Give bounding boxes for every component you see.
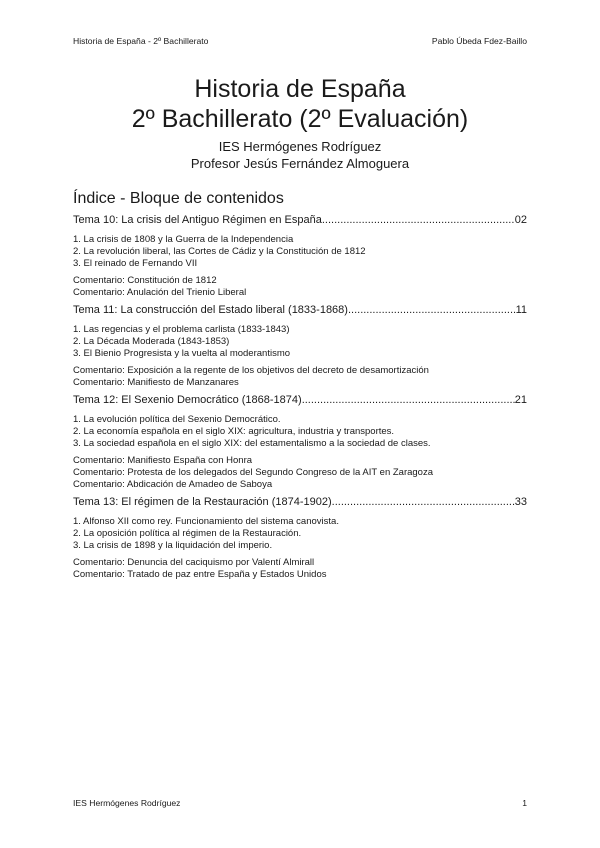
footer-page-number: 1 — [522, 798, 527, 808]
topic-comment: Comentario: Exposición a la regente de los objetivos del decreto de desamortización — [73, 365, 429, 376]
topic-items — [73, 414, 527, 450]
topic-comments — [73, 557, 527, 581]
dot-leader — [332, 495, 515, 509]
topic-title: Tema 10: La crisis del Antiguo Régimen en España — [73, 214, 322, 226]
topic-item: 1. La evolución política del Sexenio Democrático. — [73, 414, 281, 425]
topic-comment: Comentario: Manifiesto de Manzanares — [73, 377, 239, 388]
topic-items — [73, 234, 527, 270]
topic-item: 2. La revolución liberal, las Cortes de Cádiz y la Constitución de 1812 — [73, 246, 366, 257]
topic-item: 1. Las regencias y el problema carlista (1833-1843) — [73, 324, 290, 335]
page-header — [73, 36, 527, 50]
topic-item: 2. La oposición política al régimen de la Restauración. — [73, 528, 302, 539]
topic-comment: Comentario: Tratado de paz entre España y Estados Unidos — [73, 569, 327, 580]
topic-item: 3. El reinado de Fernando VII — [73, 258, 198, 269]
topic-title: Tema 11: La construcción del Estado liberal (1833-1868) — [73, 304, 348, 316]
topic-page-number: 02 — [514, 214, 527, 226]
dot-leader — [322, 213, 515, 227]
dot-leader — [348, 303, 516, 317]
document-title: Historia de España — [194, 75, 406, 103]
header-course: Historia de España - 2º Bachillerato — [73, 36, 209, 46]
topic-page-number: 21 — [514, 394, 527, 406]
topic-page-number: 11 — [515, 304, 527, 316]
topic-entry[interactable] — [73, 303, 527, 317]
school-name: IES Hermógenes Rodríguez — [218, 139, 382, 154]
topic-entry[interactable] — [73, 393, 527, 407]
topic-items — [73, 516, 527, 552]
topic-comment: Comentario: Denuncia del caciquismo por Valentí Almirall — [73, 557, 315, 568]
topic-title: Tema 12: El Sexenio Democrático (1868-1874) — [73, 394, 302, 406]
dot-leader — [302, 393, 515, 407]
topic-comments — [73, 455, 527, 491]
topic-item: 2. La Década Moderada (1843-1853) — [73, 336, 230, 347]
topic-item: 1. La crisis de 1808 y la Guerra de la Independencia — [73, 234, 294, 245]
topic-comment: Comentario: Anulación del Trienio Liberal — [73, 287, 247, 298]
topic-block — [73, 495, 527, 581]
topic-comments — [73, 365, 527, 389]
index-heading: Índice - Bloque de contenidos — [73, 190, 284, 207]
topic-block — [73, 303, 527, 389]
topic-title: Tema 13: El régimen de la Restauración (1874-1902) — [73, 496, 332, 508]
index-content — [73, 189, 527, 585]
header-author: Pablo Úbeda Fdez-Baillo — [431, 36, 527, 46]
topic-entry[interactable] — [73, 213, 527, 227]
topic-page-number: 33 — [514, 496, 527, 508]
topic-item: 1. Alfonso XII como rey. Funcionamiento del sistema canovista. — [73, 516, 339, 527]
topic-comments — [73, 275, 527, 299]
topic-items — [73, 324, 527, 360]
topic-item: 3. La crisis de 1898 y la liquidación del imperio. — [73, 540, 273, 551]
footer-school: IES Hermógenes Rodríguez — [73, 798, 181, 808]
document-subtitle: 2º Bachillerato (2º Evaluación) — [131, 105, 469, 133]
topic-item: 3. La sociedad española en el siglo XIX: del estamentalismo a la sociedad de clases. — [73, 438, 431, 449]
topic-entry[interactable] — [73, 495, 527, 509]
page-footer — [73, 798, 527, 812]
teacher-name: Profesor Jesús Fernández Almoguera — [190, 156, 410, 171]
topic-block — [73, 393, 527, 491]
topic-comment: Comentario: Protesta de los delegados del Segundo Congreso de la AIT en Zaragoza — [73, 467, 434, 478]
topic-comment: Comentario: Constitución de 1812 — [73, 275, 217, 286]
topic-comment: Comentario: Manifiesto España con Honra — [73, 455, 253, 466]
topic-item: 3. El Bienio Progresista y la vuelta al moderantismo — [73, 348, 291, 359]
topic-item: 2. La economía española en el siglo XIX: agricultura, industria y transportes. — [73, 426, 395, 437]
title-block — [0, 74, 600, 172]
topic-comment: Comentario: Abdicación de Amadeo de Saboya — [73, 479, 273, 490]
topic-block — [73, 213, 527, 299]
